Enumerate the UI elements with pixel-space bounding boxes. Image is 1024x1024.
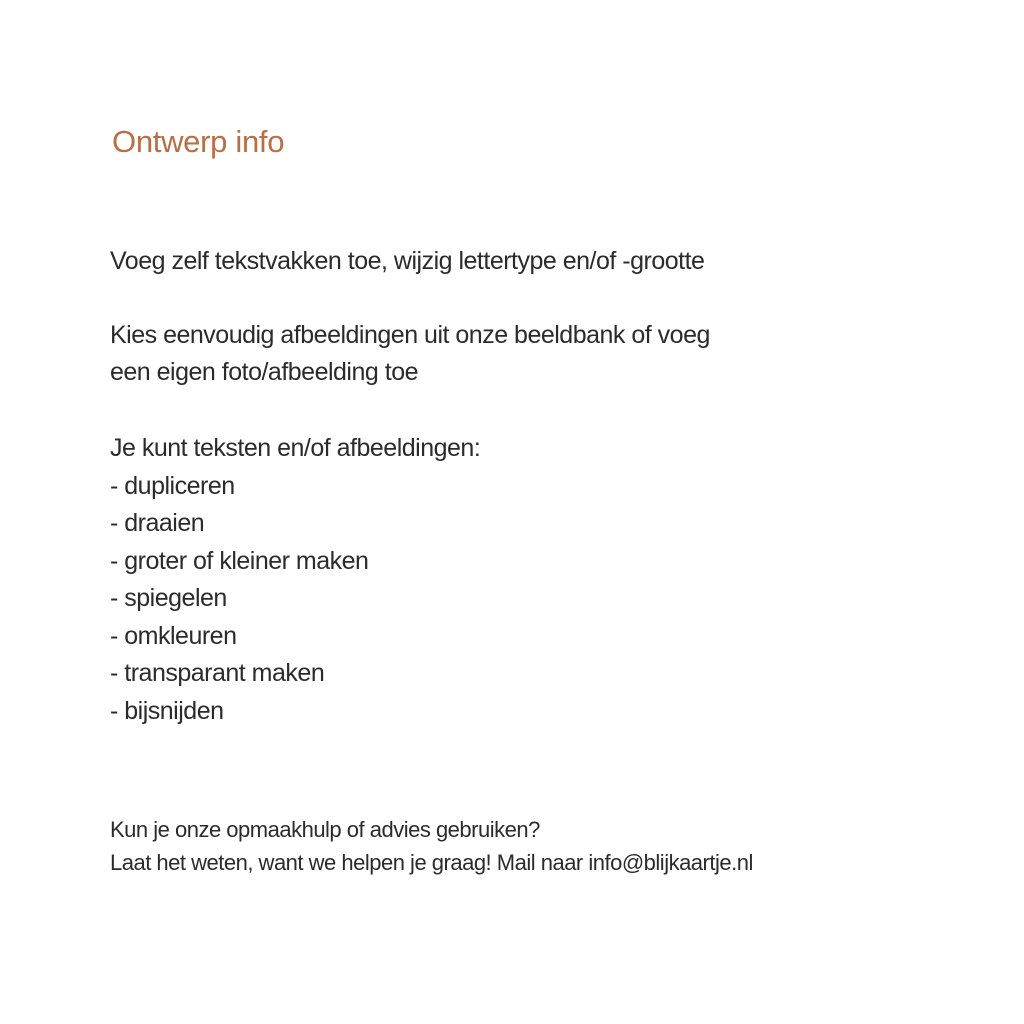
feature-item: - transparant maken — [110, 659, 325, 687]
features-heading: Je kunt teksten en/of afbeeldingen: — [110, 434, 481, 462]
feature-item: - bijsnijden — [110, 696, 224, 725]
intro-line-images: Kies eenvoudig afbeeldingen uit onze beeldbank of voeg — [110, 321, 710, 349]
feature-list — [110, 468, 480, 731]
footer-contact-line: Laat het weten, want we helpen je graag! Mail naar info@blijkaartje.nl — [110, 850, 753, 875]
feature-item: - draaien — [110, 509, 205, 537]
page-title: Ontwerp info — [112, 124, 285, 159]
intro-spacer — [110, 280, 890, 317]
feature-item: - omkleuren — [110, 621, 237, 650]
feature-item: - dupliceren — [110, 471, 235, 500]
intro-line-own-photo: een eigen foto/afbeelding toe — [110, 358, 418, 386]
feature-item: - groter of kleiner maken — [110, 546, 369, 575]
features-section — [110, 430, 480, 730]
footer-question: Kun je onze opmaakhulp of advies gebruiken? — [110, 817, 540, 842]
contact-footer — [110, 813, 753, 879]
intro-line-textboxes: Voeg zelf tekstvakken toe, wijzig lettertype en/of -grootte — [110, 247, 705, 275]
intro-text — [110, 243, 890, 391]
feature-item: - spiegelen — [110, 584, 227, 612]
